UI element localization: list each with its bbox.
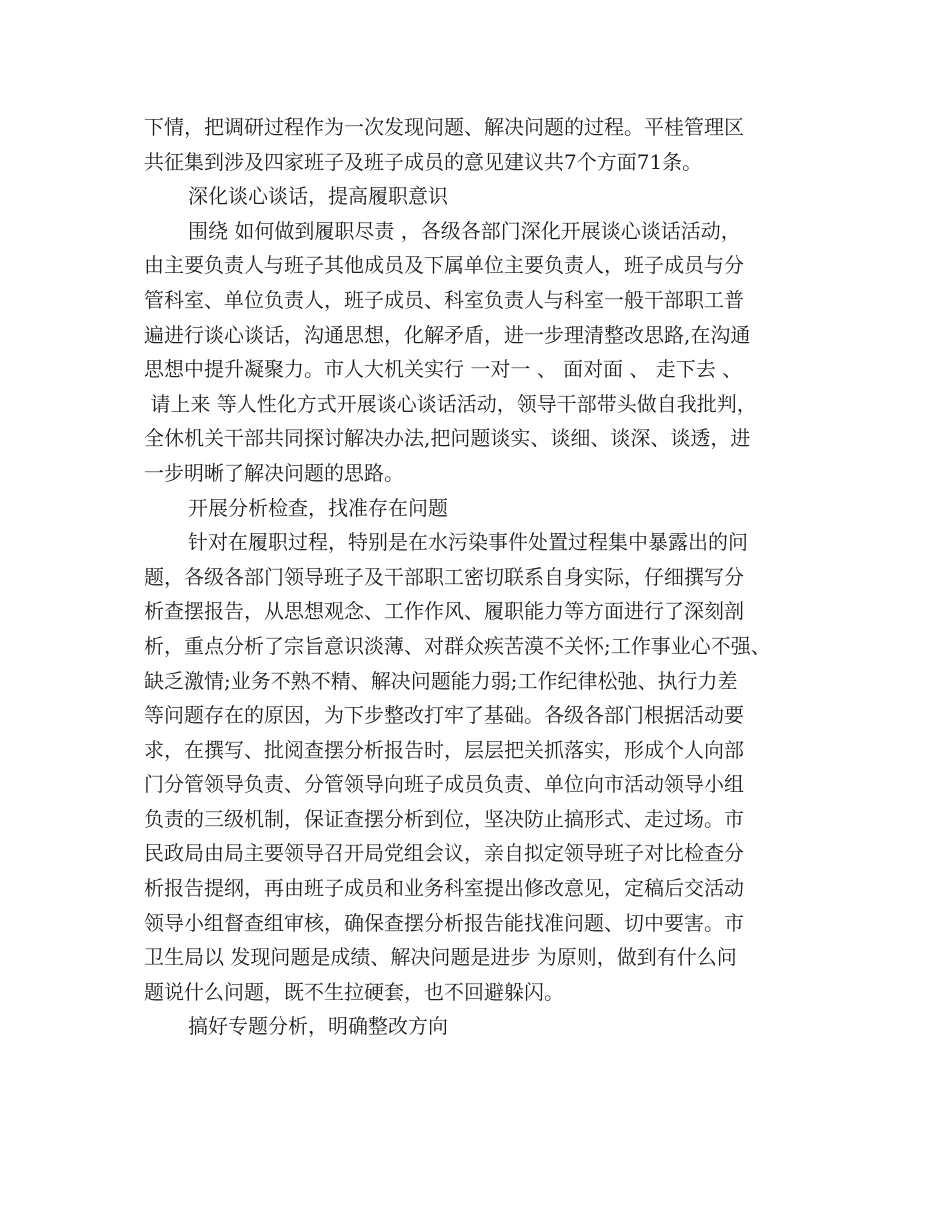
paragraph-line: 下情，把调研过程作为一次发现问题、解决问题的过程。平桂管理区 [144, 115, 744, 139]
section-heading: 搞好专题分析，明确整改方向 [188, 1014, 448, 1039]
paragraph-line: 负责的三级机制，保证查摆分析到位，坚决防止搞形式、走过场。市 [144, 806, 744, 831]
paragraph-line: 围绕 如何做到履职尽责 ，各级各部门深化开展谈心谈话活动， [188, 218, 741, 243]
paragraph-line: 针对在履职过程，特别是在水污染事件处置过程集中暴露出的问 [188, 530, 748, 555]
paragraph-line: 一步明晰了解决问题的思路。 [144, 460, 404, 485]
document-body [144, 110, 824, 1044]
paragraph-line: 管科室、单位负责人，班子成员、科室负责人与科室一般干部职工普 [144, 287, 744, 312]
paragraph-line: 析，重点分析了宗旨意识淡薄、对群众疾苦漠不关怀;工作事业心不强、 [144, 633, 771, 658]
paragraph-line: 卫生局以 发现问题是成绩、解决问题是进步 为原则，做到有什么问 [144, 945, 737, 970]
section-heading: 开展分析检查，找准存在问题 [188, 495, 448, 520]
paragraph-line: 析查摆报告，从思想观念、工作作风、履职能力等方面进行了深刻剖 [144, 599, 744, 624]
paragraph-line: 共征集到涉及四家班子及班子成员的意见建议共7个方面71条。 [144, 149, 703, 174]
paragraph-line: 门分管领导负责、分管领导向班子成员负责、单位向市活动领导小组 [144, 772, 744, 797]
paragraph-line: 请上来 等人性化方式开展谈心谈话活动，领导干部带头做自我批判， [144, 391, 757, 416]
paragraph-line: 民政局由局主要领导召开局党组会议，亲自拟定领导班子对比检查分 [144, 841, 744, 866]
section-heading: 深化谈心谈话，提高履职意识 [188, 184, 448, 209]
paragraph-line: 题，各级各部门领导班子及干部职工密切联系自身实际，仔细撰写分 [144, 564, 744, 589]
paragraph-line: 缺乏激情;业务不熟不精、解决问题能力弱;工作纪律松弛、执行力差 [144, 668, 738, 693]
paragraph-line: 由主要负责人与班子其他成员及下属单位主要负责人，班子成员与分 [144, 253, 744, 278]
paragraph-line: 题说什么问题，既不生拉硬套，也不回避躲闪。 [144, 979, 564, 1004]
paragraph-line: 全休机关干部共同探讨解决办法,把问题谈实、谈细、谈深、谈透，进 [144, 426, 751, 451]
paragraph-line: 思想中提升凝聚力。市人大机关实行 一对一 、 面对面 、 走下去 、 [144, 357, 743, 382]
paragraph-line: 等问题存在的原因，为下步整改打牢了基础。各级各部门根据活动要 [144, 703, 744, 728]
paragraph-line: 析报告提纲，再由班子成员和业务科室提出修改意见，定稿后交活动 [144, 876, 744, 901]
paragraph-line: 求，在撰写、批阅查摆分析报告时，层层把关抓落实，形成个人向部 [144, 737, 744, 762]
paragraph-line: 领导小组督查组审核，确保查摆分析报告能找准问题、切中要害。市 [144, 910, 744, 935]
paragraph-line: 遍进行谈心谈话，沟通思想，化解矛盾，进一步理清整改思路,在沟通 [144, 322, 751, 347]
